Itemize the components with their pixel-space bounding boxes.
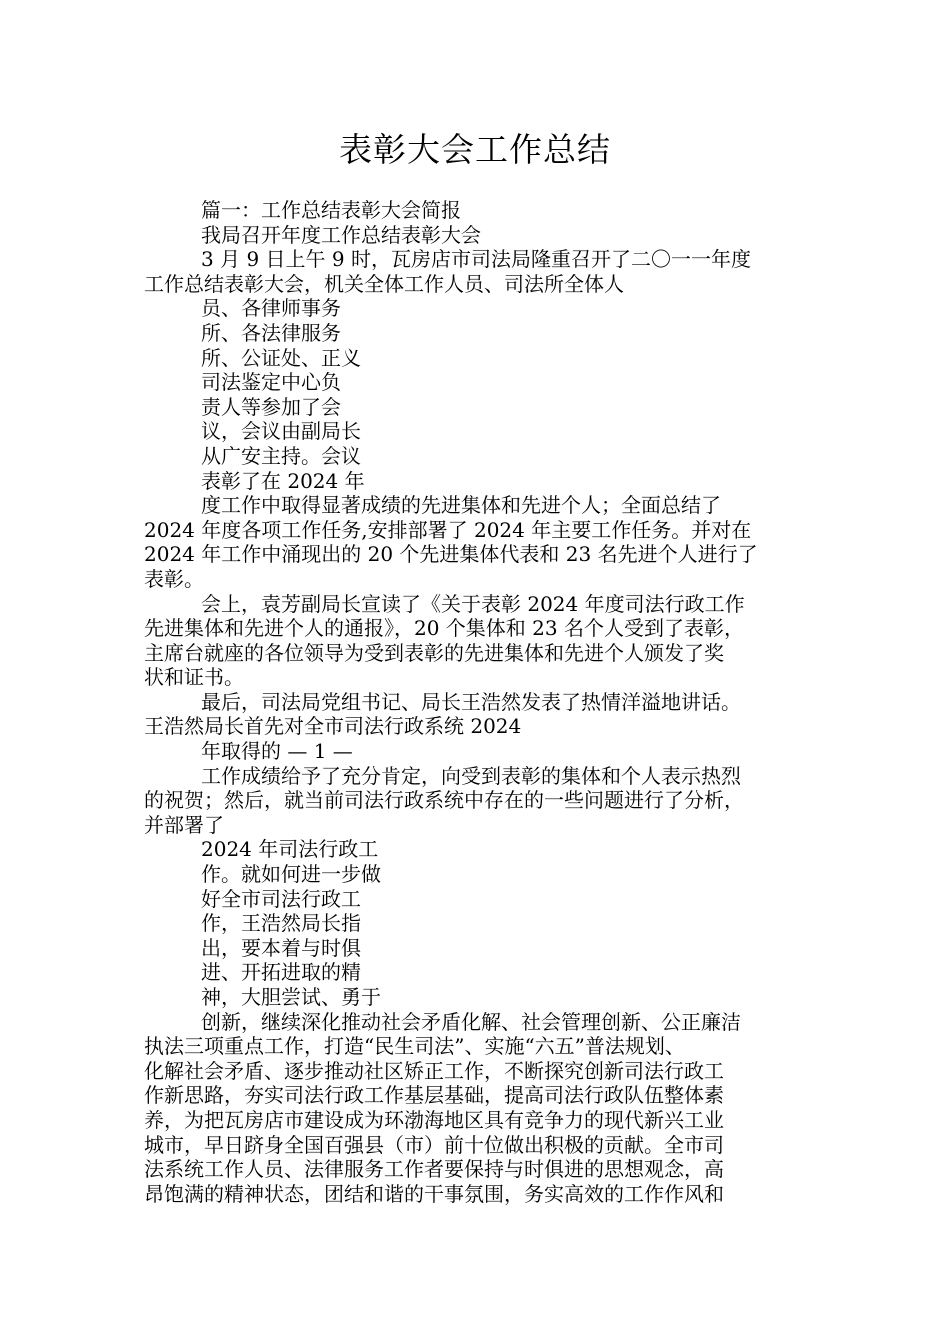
text-line: 司法鉴定中心负 <box>201 370 341 395</box>
text-line: 执法三项重点工作，打造“民生司法”、实施“六五”普法规划、 <box>144 1034 685 1059</box>
text-line: 城市，早日跻身全国百强县（市）前十位做出积极的贡献。全市司 <box>144 1132 724 1157</box>
text-line: 法系统工作人员、法律服务工作者要保持与时俱进的思想观念，高 <box>144 1157 724 1182</box>
text-line: 并部署了 <box>144 812 224 837</box>
text-line: 状和证书。 <box>144 665 244 690</box>
text-line: 所、各法律服务 <box>201 320 341 345</box>
text-line: 出，要本着与时俱 <box>201 935 361 960</box>
text-line: 进、开拓进取的精 <box>201 960 361 985</box>
text-line: 篇一：工作总结表彰大会简报 <box>201 198 461 222</box>
text-line: 2024 年司法行政工 <box>201 837 379 862</box>
document-body <box>144 198 824 1206</box>
text-line: 工作成绩给予了充分肯定，向受到表彰的集体和个人表示热烈 <box>201 763 741 788</box>
text-line: 作，王浩然局长指 <box>201 911 361 936</box>
text-line: 作。就如何进一步做 <box>201 862 381 887</box>
text-line: 工作总结表彰大会，机关全体工作人员、司法所全体人 <box>144 271 624 296</box>
text-line: 神，大胆尝试、勇于 <box>201 985 381 1009</box>
text-line: 最后，司法局党组书记、局长王浩然发表了热情洋溢地讲话。 <box>201 689 741 714</box>
text-line: 度工作中取得显著成绩的先进集体和先进个人；全面总结了 <box>201 493 721 518</box>
text-line: 所、公证处、正义 <box>201 345 361 370</box>
text-line: 王浩然局长首先对全市司法行政系统 2024 <box>144 714 522 739</box>
text-line: 主席台就座的各位领导为受到表彰的先进集体和先进个人颁发了奖 <box>144 640 724 665</box>
text-line: 先进集体和先进个人的通报》，20 个集体和 23 名个人受到了表彰， <box>144 616 744 641</box>
text-line: 年取得的 — 1 — <box>201 739 353 764</box>
text-line: 2024 年度各项工作任务,安排部署了 2024 年主要工作任务。并对在 <box>144 517 752 542</box>
text-line: 昂饱满的精神状态，团结和谐的干事氛围，务实高效的工作作风和 <box>144 1181 724 1206</box>
text-line: 员、各律师事务 <box>201 296 341 321</box>
text-line: 表彰。 <box>144 566 204 591</box>
text-line: 议，会议由副局长 <box>201 419 361 444</box>
text-line: 作新思路，夯实司法行政工作基层基础，提高司法行政队伍整体素 <box>144 1083 724 1108</box>
text-line: 养，为把瓦房店市建设成为环渤海地区具有竞争力的现代新兴工业 <box>144 1107 724 1132</box>
text-line: 我局召开年度工作总结表彰大会 <box>201 222 481 247</box>
text-line: 从广安主持。会议 <box>201 443 361 468</box>
text-line: 会上，袁芳副局长宣读了《关于表彰 2024 年度司法行政工作 <box>201 591 745 616</box>
text-line: 责人等参加了会 <box>201 394 341 419</box>
text-line: 好全市司法行政工 <box>201 886 361 911</box>
text-line: 化解社会矛盾、逐步推动社区矫正工作，不断探究创新司法行政工 <box>144 1058 724 1083</box>
document-title: 表彰大会工作总结 <box>339 130 611 169</box>
text-line: 表彰了在 2024 年 <box>201 468 365 493</box>
text-line: 3 月 9 日上午 9 时，瓦房店市司法局隆重召开了二〇一一年度 <box>201 247 751 272</box>
text-line: 2024 年工作中涌现出的 20 个先进集体代表和 23 名先进个人进行了 <box>144 542 758 567</box>
text-line: 创新，继续深化推动社会矛盾化解、社会管理创新、公正廉洁 <box>201 1009 741 1034</box>
text-line: 的祝贺；然后，就当前司法行政系统中存在的一些问题进行了分析， <box>144 788 744 813</box>
